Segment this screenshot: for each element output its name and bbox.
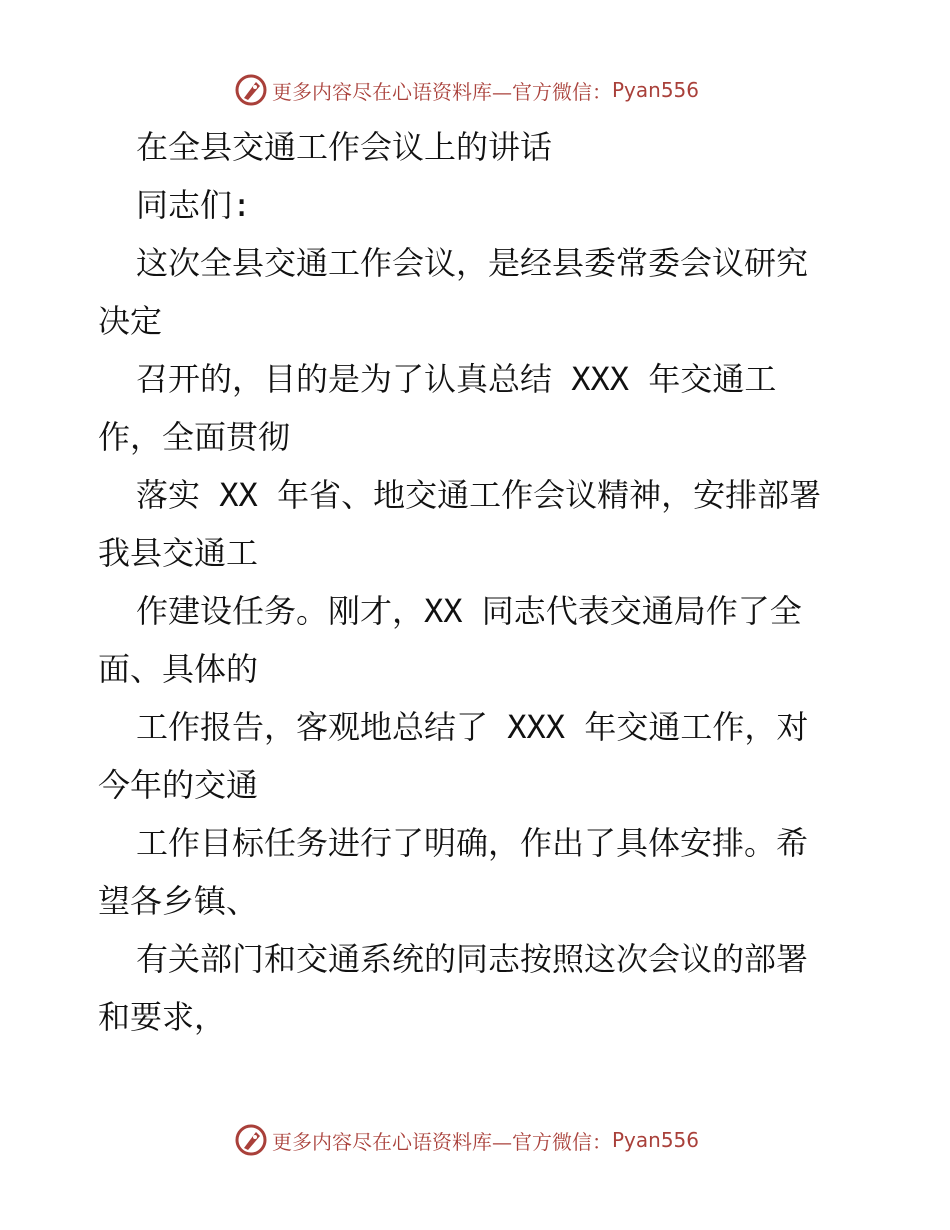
text-line: 作，全面贯彻 xyxy=(98,418,291,456)
text-line: 有关部门和交通系统的同志按照这次会议的部署 xyxy=(136,940,809,978)
text-line: 面、具体的 xyxy=(98,650,259,688)
text-line: 落实 XX 年省、地交通工作会议精神，安排部署 xyxy=(136,476,822,514)
text-line: 和要求， xyxy=(98,998,227,1036)
text-line: 召开的，目的是为了认真总结 XXX 年交通工 xyxy=(136,360,777,398)
watermark-text: 更多内容尽在心语资料库—官方微信： xyxy=(272,1129,612,1154)
text-line: 我县交通工 xyxy=(98,534,259,572)
document-body xyxy=(98,118,858,1046)
watermark-wechat-id: Pyan556 xyxy=(612,1128,700,1152)
pen-nib-circle-icon xyxy=(234,73,268,107)
header-watermark xyxy=(234,70,699,110)
text-line: 同志们: xyxy=(136,186,252,224)
text-line: 在全县交通工作会议上的讲话 xyxy=(136,128,553,166)
pen-nib-circle-icon xyxy=(234,1123,268,1157)
footer-watermark xyxy=(234,1120,699,1160)
watermark-wechat-id: Pyan556 xyxy=(612,78,700,102)
text-line: 这次全县交通工作会议，是经县委常委会议研究 xyxy=(136,244,809,282)
text-line: 今年的交通 xyxy=(98,766,259,804)
text-line: 作建设任务。刚才，XX 同志代表交通局作了全 xyxy=(136,592,802,630)
text-line: 工作报告，客观地总结了 XXX 年交通工作，对 xyxy=(136,708,809,746)
watermark-text: 更多内容尽在心语资料库—官方微信： xyxy=(272,79,612,104)
text-line: 决定 xyxy=(98,302,163,340)
text-line: 工作目标任务进行了明确，作出了具体安排。希 xyxy=(136,824,809,862)
text-line: 望各乡镇、 xyxy=(98,882,259,920)
